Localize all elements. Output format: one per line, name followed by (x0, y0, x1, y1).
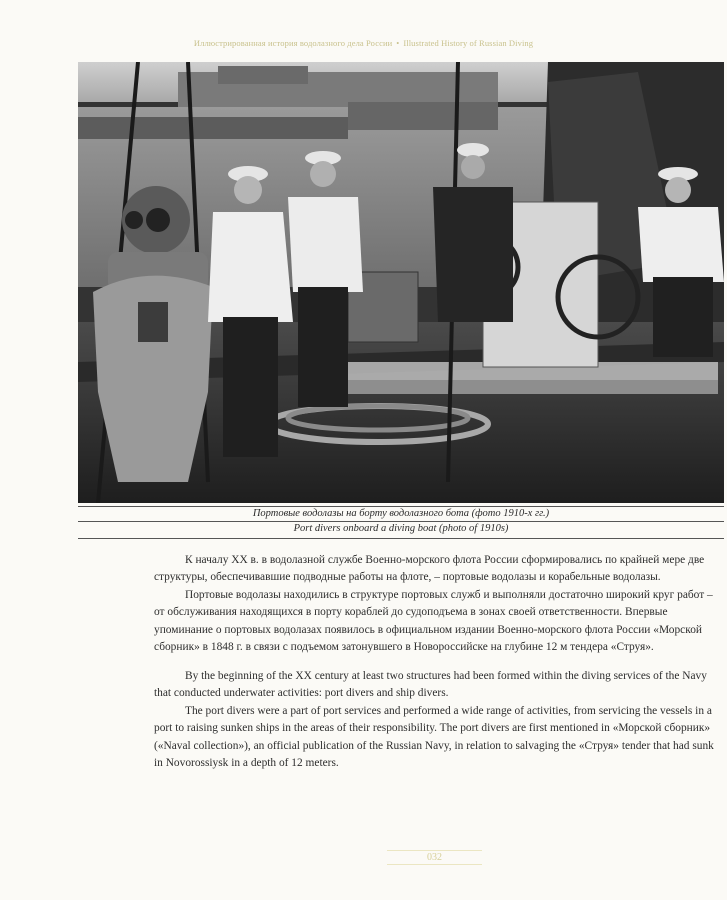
photo-illustration (78, 62, 724, 503)
russian-paragraph-2: Портовые водолазы находились в структуре портовых служб и выполняли достаточно широкий круг работ – от обслуживания находящихся в порту кораблей до судоподъема в зонах своей ответственности. Впервые упоминание о портовых водолазах появилось в официальном издании Военно-морского флота России «Морской сборник» в 1848 г. в связи с подъемом затонувшего в Новороссийске на глубине 12 м тендера «Струя». (154, 588, 713, 654)
caption-rule-bottom (78, 538, 724, 539)
header-separator: • (396, 38, 400, 48)
page-number: 032 (387, 850, 482, 865)
running-header (0, 38, 727, 48)
english-paragraph-1: By the beginning of the XX century at least two structures had been formed within the diving services of the Navy that conducted underwater activities: port divers and ship divers. (154, 670, 707, 700)
header-title-en: Illustrated History of Russian Diving (403, 38, 534, 48)
caption-rule-top (78, 506, 724, 507)
caption-rule-middle (78, 521, 724, 522)
english-text (154, 668, 714, 772)
header-title-ru: Иллюстрированная история водолазного дела России (193, 38, 393, 48)
russian-paragraph-1: К началу XX в. в водолазной службе Военно-морского флота России сформировались по крайней мере две структуры, обеспечивавшие подводные работы на флоте, – портовые водолазы и корабельные водолазы. (154, 554, 705, 584)
historical-photo (78, 62, 724, 503)
photo-caption-en: Port divers onboard a diving boat (photo of 1910s) (293, 523, 509, 534)
photo-caption-ru: Портовые водолазы на борту водолазного бота (фото 1910-х гг.) (252, 508, 550, 519)
russian-text (154, 552, 714, 656)
english-paragraph-2: The port divers were a part of port services and performed a wide range of activities, from servicing the vessels in a port to raising sunken ships in the areas of their responsibility. The port divers are first mentioned in «Морской сборник» («Naval collection»), an official publication of the Russian Navy, in relation to salvaging the «Струя» tender that had sunk in Novorossiysk in a depth of 12 meters. (154, 704, 714, 770)
